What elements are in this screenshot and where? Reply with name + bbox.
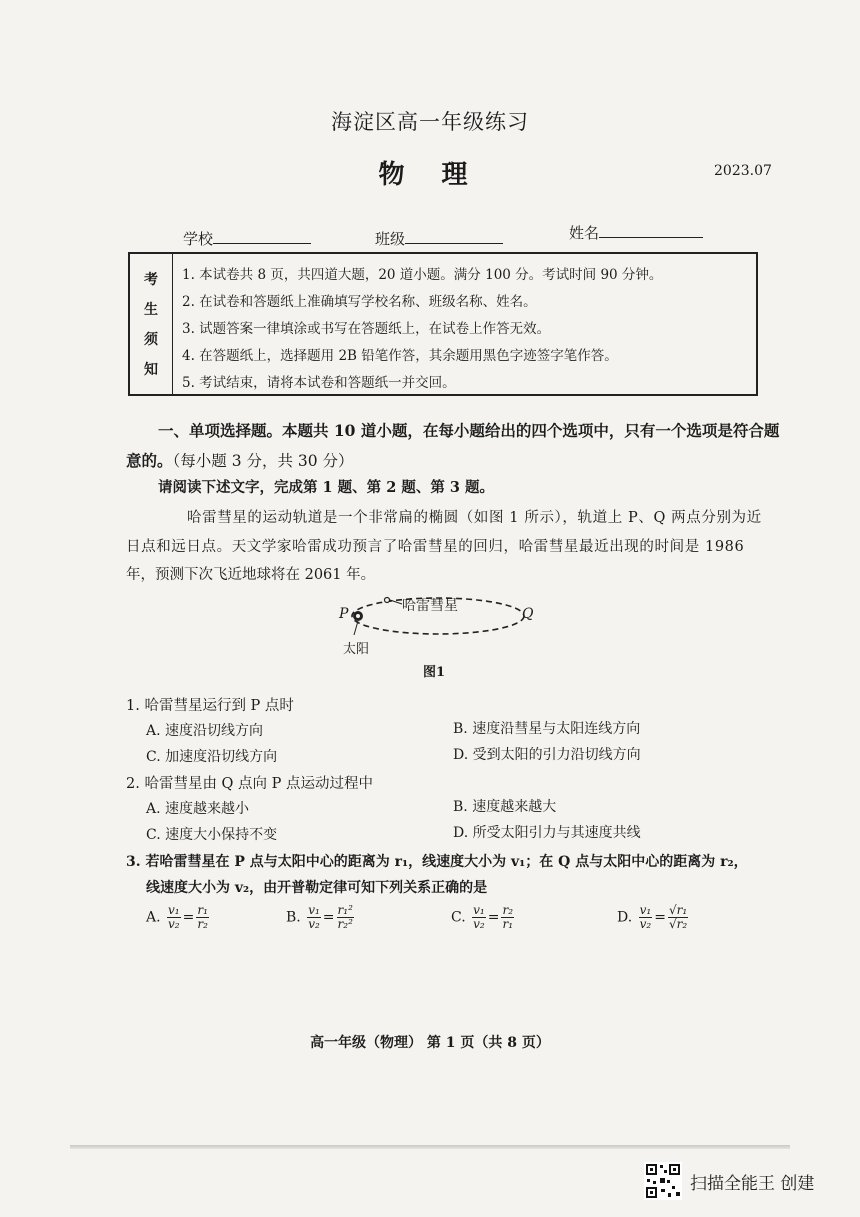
notice-item: 3. 试题答案一律填涂或书写在答题纸上，在试卷上作答无效。 bbox=[182, 321, 551, 337]
page-footer: 高一年级（物理） 第 1 页（共 8 页） bbox=[310, 1035, 550, 1051]
figure-caption: 图1 bbox=[423, 665, 446, 680]
option-letter: B. bbox=[286, 909, 301, 926]
qr-code-icon bbox=[644, 1162, 682, 1200]
comet-marker bbox=[385, 598, 390, 603]
numerator: r₂ bbox=[502, 903, 513, 917]
denominator: r₂ bbox=[197, 917, 208, 931]
fraction bbox=[472, 904, 486, 931]
notice-label-char: 须 bbox=[144, 332, 158, 348]
numerator: r₁ bbox=[197, 903, 208, 917]
question-3-option-c: C. $\frac{\text{v₁}}{\text{v₂}}$ = $\frac{\text{r₂}}{\text{r₁}}$ bbox=[451, 903, 513, 931]
scanner-watermark bbox=[644, 1162, 814, 1200]
question-1-option-b: B. 速度沿彗星与太阳连线方向 bbox=[453, 721, 641, 737]
reading-instruction: 请阅读下述文字，完成第 1 题、第 2 题、第 3 题。 bbox=[158, 479, 495, 496]
p-label: P bbox=[339, 606, 349, 622]
notice-item: 4. 在答题纸上，选择题用 2B 铅笔作答，其余题用黑色字迹签字笔作答。 bbox=[182, 348, 618, 364]
numerator: v₁ bbox=[473, 903, 485, 917]
notice-label bbox=[130, 254, 173, 394]
fraction bbox=[167, 904, 181, 931]
denominator: v₂ bbox=[308, 917, 320, 931]
subject-title: 物 理 bbox=[378, 160, 482, 190]
q-label: Q bbox=[522, 606, 534, 622]
sun-marker-center bbox=[356, 614, 360, 618]
notice-label-char: 生 bbox=[144, 302, 158, 318]
denominator: r₁ bbox=[502, 917, 513, 931]
notice-item: 2. 在试卷和答题纸上准确填写学校名称、班级名称、姓名。 bbox=[182, 294, 537, 310]
denominator: √r₂ bbox=[668, 917, 688, 931]
question-1-option-d: D. 受到太阳的引力沿切线方向 bbox=[453, 747, 641, 763]
question-2-stem: 2. 哈雷彗星由 Q 点向 P 点运动过程中 bbox=[126, 776, 374, 792]
scan-edge-line bbox=[70, 1145, 790, 1149]
name-label: 姓名 bbox=[569, 224, 600, 242]
question-2-option-b: B. 速度越来越大 bbox=[453, 799, 557, 815]
comet-label: 哈雷彗星 bbox=[402, 598, 458, 614]
exam-date: 2023.07 bbox=[714, 163, 772, 179]
question-3-option-b: B. $\frac{\text{v₁}}{\text{v₂}}$ = $\frac{\text{r₁²}}{\text{r₂²}}$ bbox=[286, 903, 353, 931]
notice-label-char: 考 bbox=[144, 272, 158, 288]
denominator: v₂ bbox=[639, 917, 652, 931]
fraction bbox=[196, 904, 209, 931]
numerator: r₁² bbox=[337, 903, 353, 917]
option-letter: D. bbox=[617, 909, 633, 926]
section-heading: 一、单项选择题。本题共 10 道小题，在每小题给出的四个选项中，只有一个选项是符合题 bbox=[158, 421, 780, 440]
section-heading-tail: 意的。 bbox=[126, 451, 173, 470]
watermark-text: 扫描全能王 创建 bbox=[690, 1173, 815, 1194]
passage-line: 哈雷彗星的运动轨道是一个非常扁的椭圆（如图 1 所示），轨道上 P、Q 两点分别为近 bbox=[187, 510, 762, 526]
option-letter: A. bbox=[146, 909, 161, 926]
passage-line: 日点和远日点。天文学家哈雷成功预言了哈雷彗星的回归，哈雷彗星最近出现的时间是 1986 bbox=[126, 539, 745, 555]
denominator: r₂² bbox=[337, 917, 353, 931]
fraction bbox=[501, 904, 514, 931]
sun-label: 太阳 bbox=[343, 642, 370, 657]
question-2-option-c: C. 速度大小保持不变 bbox=[146, 827, 278, 843]
exam-title: 海淀区高一年级练习 bbox=[331, 110, 529, 134]
candidate-notice-box bbox=[128, 252, 758, 396]
class-label: 班级 bbox=[375, 230, 406, 248]
numerator: v₁ bbox=[639, 903, 652, 917]
denominator: v₂ bbox=[168, 917, 180, 931]
fraction bbox=[639, 904, 653, 931]
name-field bbox=[569, 222, 703, 243]
question-3-option-a: A. $\frac{\text{v₁}}{\text{v₂}}$ = $\frac{\text{r₁}}{\text{r₂}}$ bbox=[146, 903, 208, 931]
school-label: 学校 bbox=[183, 230, 214, 248]
denominator: v₂ bbox=[473, 917, 485, 931]
school-field bbox=[183, 228, 311, 249]
fraction bbox=[337, 904, 354, 931]
passage-line: 年，预测下次飞近地球将在 2061 年。 bbox=[126, 567, 376, 583]
question-3-stem: 3. 若哈雷彗星在 P 点与太阳中心的距离为 r₁，线速度大小为 v₁；在 Q 点与太阳中心的距离为 r₂， bbox=[126, 854, 748, 870]
numerator: √r₁ bbox=[668, 903, 688, 917]
question-3-option-d: D. $\frac{\text{v₁}}{\text{v₂}}$ = $\frac{\text{√r₁}}{\text{√r₂}}$ bbox=[617, 903, 688, 931]
notice-items bbox=[182, 262, 662, 397]
fraction bbox=[668, 904, 688, 931]
question-3-stem-cont: 线速度大小为 v₂，由开普勒定律可知下列关系正确的是 bbox=[146, 880, 488, 896]
sun-pointer bbox=[354, 621, 358, 635]
notice-item: 1. 本试卷共 8 页，共四道大题，20 道小题。满分 100 分。考试时间 90 分钟。 bbox=[182, 267, 663, 283]
question-1-stem: 1. 哈雷彗星运行到 P 点时 bbox=[126, 698, 294, 714]
option-letter: C. bbox=[451, 909, 466, 926]
numerator: v₁ bbox=[308, 903, 320, 917]
section-score: （每小题 3 分，共 30 分） bbox=[172, 452, 354, 470]
section-heading-cont bbox=[126, 449, 354, 471]
numerator: v₁ bbox=[168, 903, 180, 917]
question-2-option-a: A. 速度越来越小 bbox=[146, 801, 250, 817]
question-1-option-a: A. 速度沿切线方向 bbox=[146, 723, 264, 739]
fraction bbox=[307, 904, 321, 931]
notice-label-char: 知 bbox=[144, 362, 158, 378]
notice-item: 5. 考试结束，请将本试卷和答题纸一并交回。 bbox=[182, 375, 456, 391]
question-2-option-d: D. 所受太阳引力与其速度共线 bbox=[453, 825, 641, 841]
class-field bbox=[375, 228, 503, 249]
question-1-option-c: C. 加速度沿切线方向 bbox=[146, 749, 278, 765]
